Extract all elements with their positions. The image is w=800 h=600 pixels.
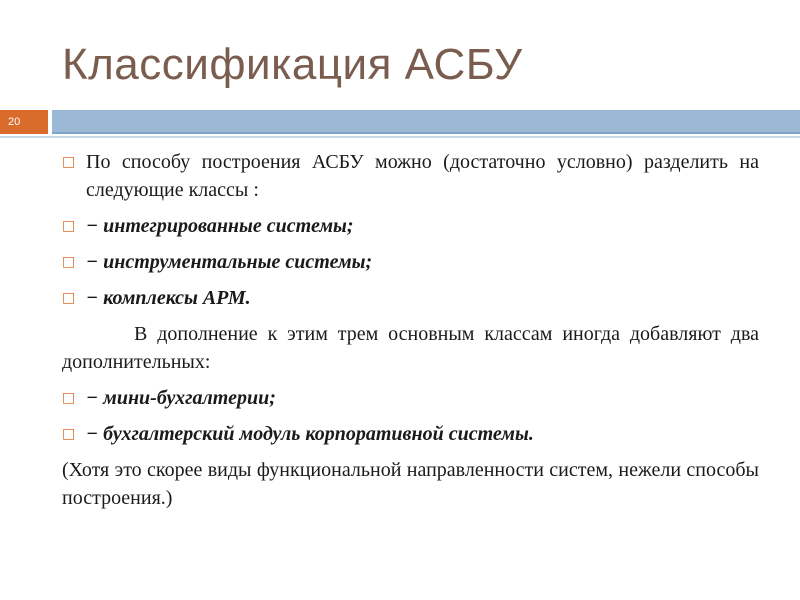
bullet-item-intro (62, 148, 759, 204)
bullet-item-corporate (62, 420, 759, 448)
hollow-square-bullet-icon: □ (62, 154, 76, 170)
hollow-square-bullet-icon: □ (62, 290, 76, 306)
slide-number: 20 (0, 110, 48, 134)
note-paragraph: (Хотя это скорее виды функциональной направленности систем, нежели способы построения.) (62, 459, 759, 509)
bullet-text: По способу построения АСБУ можно (достаточно условно) разделить на следующие классы : (86, 151, 759, 201)
slide-body (62, 148, 759, 512)
bullet-item-arm (62, 284, 759, 312)
hollow-square-bullet-icon: □ (62, 254, 76, 270)
bullet-text: − бухгалтерский модуль корпоративной системы. (86, 423, 534, 445)
bullet-text: − мини-бухгалтерии; (86, 387, 276, 409)
bullet-item-mini (62, 384, 759, 412)
hollow-square-bullet-icon: □ (62, 426, 76, 442)
hollow-square-bullet-icon: □ (62, 390, 76, 406)
bullet-item-instrumental (62, 248, 759, 276)
blue-accent-bar (52, 110, 800, 134)
slide-title: Классификация АСБУ (62, 40, 523, 89)
bullet-text: − интегрированные системы; (86, 215, 354, 237)
hollow-square-bullet-icon: □ (62, 218, 76, 234)
title-divider-bar (0, 110, 800, 138)
addition-paragraph: В дополнение к этим трем основным классам иногда добавляют два дополнительных: (62, 323, 759, 373)
bar-underline (0, 136, 800, 138)
bullet-item-integrated (62, 212, 759, 240)
bullet-text: − инструментальные системы; (86, 251, 373, 273)
bullet-text: − комплексы АРМ. (86, 287, 251, 309)
